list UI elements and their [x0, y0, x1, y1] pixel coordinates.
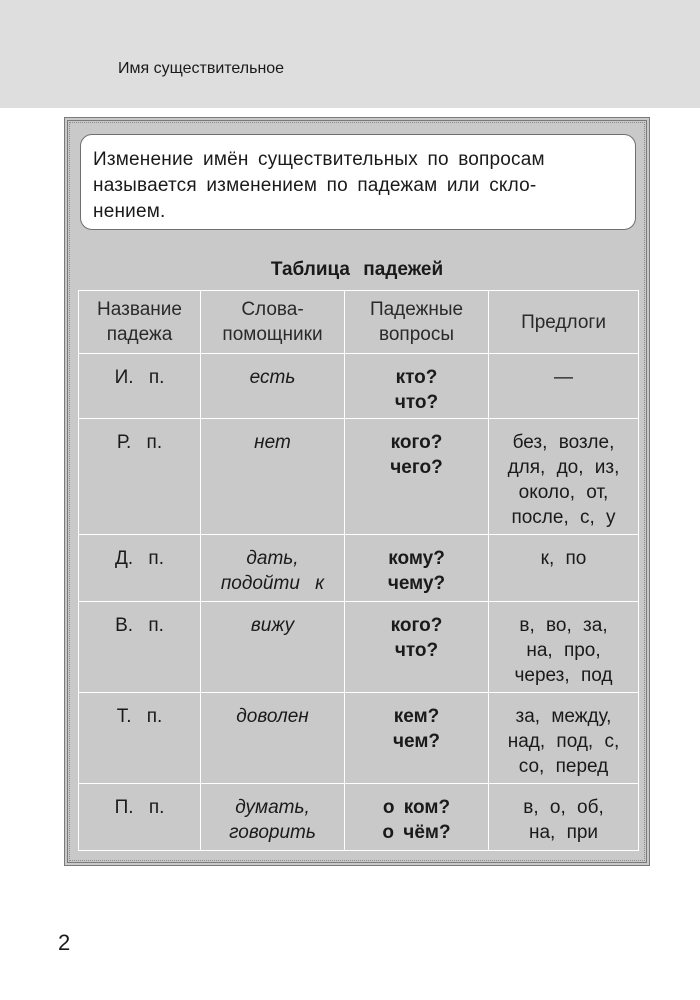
helper-line: доволен [236, 706, 309, 727]
header-line: падежа [106, 324, 173, 345]
question-line: чему? [387, 573, 446, 594]
table-header-row [79, 291, 639, 354]
case-name-cell: П. п. [79, 784, 201, 851]
question-line: кого? [390, 432, 443, 453]
helper-line: думать, [235, 797, 310, 818]
preposition-line: после, с, у [511, 507, 616, 528]
question-cell [345, 784, 489, 851]
question-cell [345, 693, 489, 784]
preposition-line: над, под, с, [507, 731, 620, 752]
preposition-cell [489, 602, 639, 693]
question-cell [345, 419, 489, 535]
rule-text-box [80, 134, 636, 230]
question-line: о чём? [382, 822, 451, 843]
question-line: что? [394, 640, 439, 661]
helper-line: вижу [250, 615, 295, 636]
preposition-cell [489, 693, 639, 784]
header-line: Падежные [369, 299, 464, 320]
running-head: Имя существительное [118, 60, 285, 77]
question-line: кого? [390, 615, 443, 636]
question-cell [345, 535, 489, 602]
table-row [79, 784, 639, 851]
helper-cell [201, 784, 345, 851]
question-line: что? [394, 392, 439, 413]
header-helper-words [201, 291, 345, 354]
header-line: Предлоги [521, 311, 606, 333]
preposition-line: через, под [514, 665, 613, 686]
question-line: кому? [388, 548, 445, 569]
header-prepositions [489, 291, 639, 354]
table-row [79, 602, 639, 693]
case-name-cell: Д. п. [79, 535, 201, 602]
preposition-cell [489, 535, 639, 602]
preposition-line: в, о, об, [523, 797, 604, 818]
question-cell [345, 354, 489, 419]
case-name-cell: И. п. [79, 354, 201, 419]
table-row [79, 535, 639, 602]
question-line: чего? [390, 457, 443, 478]
header-line: помощники [222, 324, 323, 345]
preposition-line: на, про, [526, 640, 601, 661]
preposition-line: без, возле, [512, 432, 615, 453]
helper-line: есть [249, 367, 296, 388]
rule-line: называется изменением по падежам или скло- [93, 175, 537, 196]
question-cell [345, 602, 489, 693]
preposition-line: в, во, за, [519, 615, 608, 636]
rule-line: нением. [93, 201, 166, 222]
header-band [0, 0, 700, 108]
case-name-cell: В. п. [79, 602, 201, 693]
preposition-line: за, между, [515, 706, 612, 727]
helper-cell [201, 419, 345, 535]
preposition-line: со, перед [518, 756, 609, 777]
header-line: Название [97, 299, 182, 320]
helper-line: подойти к [220, 573, 325, 594]
helper-cell [201, 602, 345, 693]
preposition-line: — [554, 367, 573, 388]
table-row [79, 693, 639, 784]
question-line: кем? [393, 706, 440, 727]
helper-line: нет [254, 432, 291, 453]
rule-frame [64, 117, 650, 866]
helper-line: дать, [246, 548, 299, 569]
cases-table [78, 290, 639, 851]
table-title: Таблица падежей [270, 259, 444, 280]
preposition-line: для, до, из, [507, 457, 620, 478]
header-case-name [79, 291, 201, 354]
rule-line: Изменение имён существительных по вопросам [93, 149, 545, 170]
preposition-cell [489, 419, 639, 535]
helper-line: говорить [229, 822, 316, 843]
preposition-cell [489, 784, 639, 851]
helper-cell [201, 354, 345, 419]
table-row [79, 354, 639, 419]
header-case-questions [345, 291, 489, 354]
header-line: Слова- [241, 299, 304, 320]
page-number: 2 [58, 930, 71, 955]
preposition-cell [489, 354, 639, 419]
question-line: кто? [395, 367, 438, 388]
question-line: о ком? [382, 797, 451, 818]
preposition-line: на, при [528, 822, 599, 843]
helper-cell [201, 535, 345, 602]
table-row [79, 419, 639, 535]
question-line: чем? [392, 731, 440, 752]
case-name-cell: Р. п. [79, 419, 201, 535]
preposition-line: около, от, [518, 482, 609, 503]
preposition-line: к, по [540, 548, 587, 569]
helper-cell [201, 693, 345, 784]
case-name-cell: Т. п. [79, 693, 201, 784]
header-line: вопросы [378, 324, 455, 345]
